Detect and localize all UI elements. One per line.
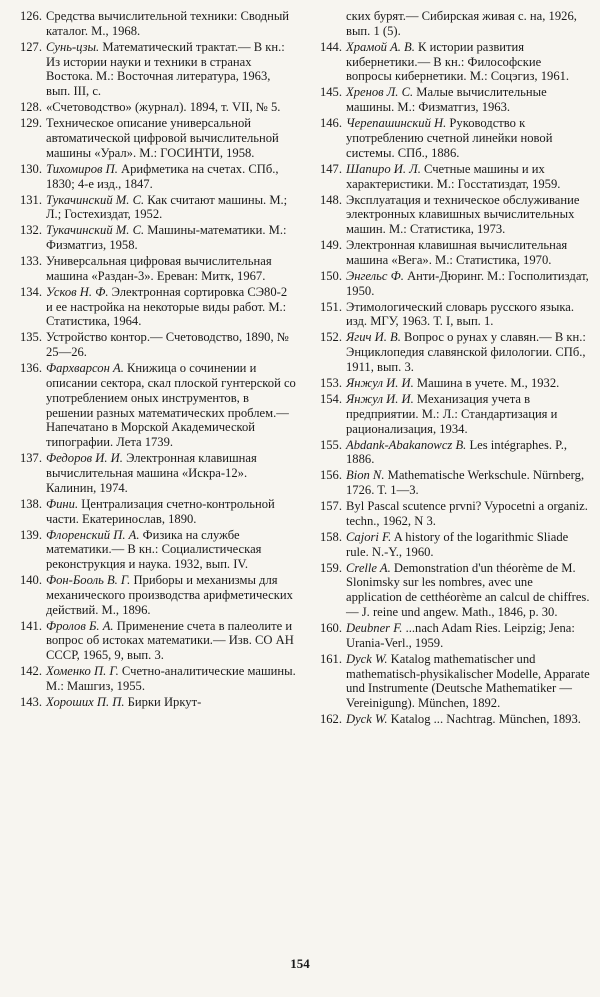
entry-number: 146. (319, 116, 342, 131)
entry-text: Счетно-аналитические машины. М.: Машгиз, 1955. (46, 664, 296, 694)
entry-continuation: ских бурят.— Сибирская живая с. на, 1926, вып. 1 (5). (346, 9, 577, 38)
entry-text: Как считают машины. М.; Л.; Гостехиздат, 1952. (46, 192, 288, 222)
entry-text: Электронная сортировка СЭ80-2 и ее настройка на некоторые виды работ. М.: Статистика, 1964. (46, 284, 288, 329)
bibliography-entry (314, 652, 590, 711)
entry-text: Byl Pascal scutence prvni? Vypocetni a organiz. techn., 1962, N 3. (346, 499, 588, 528)
bibliography-entry (314, 85, 590, 115)
entry-author: Сунь-цзы. (46, 39, 100, 54)
entry-number: 155. (319, 437, 342, 452)
entry-author: Энгельс Ф. (346, 268, 404, 283)
entry-text: Katalog mathematischer und mathematisch-physikalischer Modelle, Apparate und Instrumente (Deutsche Mathematiker — Vereinigung). München, 1892. (346, 651, 590, 711)
bibliography-entry (314, 468, 590, 498)
entry-author: Abdank-Abakanowcz B. (346, 437, 467, 452)
entry-text: Книжица о сочинении и описании сектора, скал плоской гунтерской со употреблением оных инструментов, в решении разных математических проблем.— Напечатано в Морской Академической типографии. Лета 1739. (46, 361, 296, 450)
entry-number: 142. (19, 664, 42, 679)
bibliography-entry (314, 238, 590, 268)
entry-author: Crelle A. (346, 560, 391, 575)
entry-author: Янжул И. И. (346, 376, 414, 390)
bibliography-entry (314, 330, 590, 374)
bibliography-entry (14, 254, 296, 284)
bibliography-entry (314, 561, 590, 620)
entry-number: 159. (319, 560, 342, 575)
entry-number: 126. (19, 9, 42, 23)
entry-author: Хороших П. П. (46, 695, 125, 710)
left-column (14, 9, 296, 711)
entry-author: Тукачинский М. С. (46, 223, 145, 238)
entry-text: Средства вычислительной техники: Сводный каталог. М., 1968. (46, 9, 290, 38)
bibliography-entry (14, 116, 296, 160)
entry-author: Bion N. (346, 468, 385, 483)
entry-number: 154. (319, 391, 342, 406)
entry-text: Счетные машины и их характеристики. М.: Госстатиздат, 1959. (346, 161, 561, 191)
entry-author: Янжул И. И. (346, 391, 414, 406)
entry-text: Малые вычислительные машины. М.: Физматгиз, 1963. (346, 85, 547, 115)
entry-number: 162. (319, 712, 342, 727)
bibliography-entry (314, 712, 590, 727)
entry-text: Вопрос о рунах у славян.— В кн.: Энциклопедия славянской филологии. СПб., 1911, вып. 3. (346, 330, 586, 375)
entry-text: Бирки Иркут- (124, 695, 202, 710)
entry-text: Техническое описание универсальной автоматической цифровой вычислительной машины «Урал». М.: ГОСИНТИ, 1958. (46, 116, 279, 160)
entry-author: Dyck W. (346, 712, 388, 727)
bibliography-entry (314, 621, 590, 651)
entry-text: Demonstration d'un théorème de M. Slonimsky sur les nombres, avec une application de cetthéorème an calcul de chiffres.— J. reine und angew. Math., 1846, p. 30. (346, 560, 590, 620)
bibliography-entry (314, 116, 590, 160)
entry-author: Фролов Б. А. (46, 618, 114, 633)
entry-author: Deubner F. (346, 621, 403, 636)
entry-author: Dyck W. (346, 651, 388, 666)
entry-author: Cajori F. (346, 529, 392, 544)
entry-number: 137. (19, 451, 42, 466)
entry-number: 160. (319, 621, 342, 636)
entry-number: 156. (319, 468, 342, 483)
entry-author: Тукачинский М. С. (46, 192, 145, 207)
entry-author: Флоренский П. А. (46, 527, 140, 542)
bibliography-entry (314, 193, 590, 237)
entry-text: Руководство к употреблению счетной линейки новой системы. СПб., 1886. (346, 116, 553, 160)
entry-author: Фон-Бооль В. Г. (46, 573, 131, 588)
entry-text: Mathematische Werkschule. Nürnberg, 1726. T. 1—3. (346, 468, 585, 498)
entry-text: Централизация счетно-контрольной части. Екатеринослав, 1890. (46, 496, 275, 526)
bibliography-entry (14, 285, 296, 329)
bibliography-entry (14, 9, 296, 39)
entry-author: Черепашинский Н. (346, 116, 447, 131)
entry-text: ...nach Adam Ries. Leipzig; Jena: Urania-Verl., 1959. (346, 621, 575, 650)
entry-number: 143. (19, 695, 42, 710)
bibliography-entry (314, 376, 590, 391)
entry-number: 153. (319, 376, 342, 390)
entry-text: Анти-Дюринг. М.: Госполитиздат, 1950. (346, 268, 589, 298)
entry-text: Применение счета в палеолите и вопрос об истоках математики.— Изв. СО АН СССР, 1965, 9, вып. 3. (46, 618, 294, 663)
entry-number: 135. (19, 330, 42, 345)
entry-author: Федоров И. И. (46, 451, 123, 466)
bibliography-entry (14, 223, 296, 253)
entry-text: Katalog ... Nachtrag. München, 1893. (387, 712, 581, 727)
bibliography-entry (14, 528, 296, 572)
entry-number: 150. (319, 268, 342, 283)
entry-text: «Счетоводство» (журнал). 1894, т. VII, № 5. (46, 100, 281, 115)
entry-text: Электронная клавишная вычислительная машина «Вега». М.: Статистика, 1970. (346, 238, 568, 267)
entry-number: 151. (319, 299, 342, 314)
entry-number: 144. (319, 39, 342, 54)
entry-author: Усков Н. Ф. (46, 284, 109, 299)
entry-text: Электронная клавишная вычислительная машина «Искра-12». Калинин, 1974. (46, 451, 257, 495)
entry-text: К истории развития кибернетики.— В кн.: Философские вопросы кибернетики. М.: Соцэгиз, 1961. (346, 39, 570, 84)
entry-number: 157. (319, 499, 342, 514)
entry-text: A history of the logarithmic Sliade rule. N.-Y., 1960. (346, 529, 569, 559)
entry-text: Универсальная цифровая вычислительная машина «Раздан-3». Ереван: Митк, 1967. (46, 254, 272, 283)
entry-number: 132. (19, 223, 42, 238)
bibliography-entry (14, 619, 296, 663)
bibliography-entry (314, 499, 590, 529)
entry-number: 141. (19, 618, 42, 633)
entry-number: 149. (319, 238, 342, 253)
bibliography-entry (314, 300, 590, 330)
entry-number: 136. (19, 361, 42, 376)
entry-author: Ягич И. В. (346, 330, 401, 345)
entry-number: 130. (19, 161, 42, 176)
bibliography-entry (314, 162, 590, 192)
bibliography-entry (314, 40, 590, 84)
bibliography-entry (314, 392, 590, 436)
bibliography-entry (14, 40, 296, 99)
bibliography-entry (14, 193, 296, 223)
page-number: 154 (290, 956, 310, 971)
entry-number: 129. (19, 116, 42, 131)
entry-number: 147. (319, 161, 342, 176)
entry-number: 131. (19, 192, 42, 207)
bibliography-entry (314, 269, 590, 299)
entry-number: 158. (319, 529, 342, 544)
bibliography-entry (14, 497, 296, 527)
bibliography-entry (314, 438, 590, 468)
entry-text: Машина в учете. М., 1932. (413, 376, 560, 390)
entry-text: Механизация учета в предприятии. М.: Л.: Стандартизация и рационализация, 1934. (346, 391, 558, 436)
entry-text: Машины-математики. М.: Физматгиз, 1958. (46, 223, 287, 253)
entry-text: Арифметика на счетах. СПб., 1830; 4-е изд., 1847. (46, 161, 279, 191)
entry-number: 138. (19, 496, 42, 511)
entry-number: 152. (319, 330, 342, 345)
bibliography-entry (14, 695, 296, 710)
bibliography-entry (14, 664, 296, 694)
bibliography-entry (14, 330, 296, 360)
entry-text: Эксплуатация и техническое обслуживание электронных клавишных вычислительных машин. М.: Статистика, 1973. (346, 192, 580, 237)
bibliography-entry (14, 451, 296, 495)
entry-number: 127. (19, 39, 42, 54)
entry-author: Фархварсон А. (46, 361, 124, 376)
entry-author: Хоменко П. Г. (46, 664, 119, 679)
entry-author: Тихомиров П. (46, 161, 118, 176)
entry-number: 140. (19, 573, 42, 588)
entry-author: Хренов Л. С. (346, 85, 414, 100)
bibliography-entry (14, 100, 296, 115)
entry-number: 134. (19, 284, 42, 299)
entry-text: Этимологический словарь русского языка. изд. МГУ, 1963. Т. I, вып. 1. (346, 299, 575, 329)
entry-text: Устройство контор.— Счетоводство, 1890, № 25—26. (46, 330, 289, 360)
entry-number: 128. (19, 100, 42, 115)
bibliography-entry (14, 162, 296, 192)
entry-number: 139. (19, 527, 42, 542)
right-column (314, 9, 590, 728)
entry-author: Храмой А. В. (346, 39, 415, 54)
entry-author: Шапиро И. Л. (346, 161, 421, 176)
entry-author: Фини. (46, 496, 79, 511)
entry-number: 145. (319, 85, 342, 100)
entry-text: Les intégraphes. P., 1886. (346, 437, 568, 467)
entry-text: Математический трактат.— В кн.: Из истории науки и техники в странах Востока. М.: Восточная литература, 1963, вып. III, с. (46, 39, 285, 99)
entry-text: Физика на службе математики.— В кн.: Социалистическая реконструкция и наука. 1932, вып. IV. (46, 527, 262, 572)
entry-number: 133. (19, 254, 42, 269)
entry-number: 161. (319, 651, 342, 666)
entry-number: 148. (319, 192, 342, 207)
bibliography-entry (14, 361, 296, 450)
entry-text: Приборы и механизмы для механического производства арифметических действий. М., 1896. (46, 573, 293, 617)
bibliography-entry (14, 573, 296, 617)
bibliography-entry (314, 530, 590, 560)
